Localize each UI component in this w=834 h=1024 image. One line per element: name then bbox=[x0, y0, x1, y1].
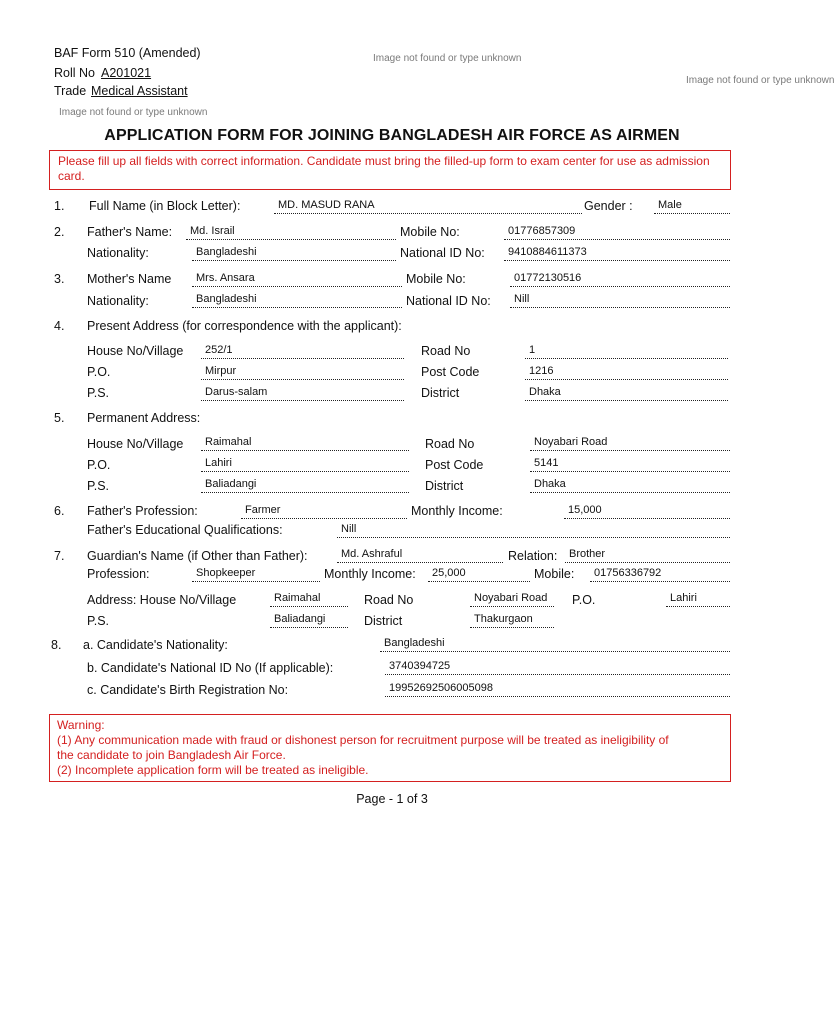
section-5-number: 5. bbox=[54, 411, 65, 425]
page-title: APPLICATION FORM FOR JOINING BANGLADESH AIR FORCE AS AIRMEN bbox=[104, 127, 680, 144]
candidate-nid-label: b. Candidate's National ID No (If applicable): bbox=[87, 661, 334, 675]
section-4-number: 4. bbox=[54, 319, 65, 333]
guardian-ps-label: P.S. bbox=[87, 614, 110, 628]
father-profession-label: Father's Profession: bbox=[87, 504, 198, 518]
instruction-text: Please fill up all fields with correct information. Candidate must bring the filled-up form to exam center for use as admission card. bbox=[58, 154, 710, 183]
mother-nationality-label: Nationality: bbox=[87, 294, 149, 308]
warning-line-1: (1) Any communication made with fraud or dishonest person for recruitment purpose will be treated as ineligibility of bbox=[57, 733, 669, 747]
missing-image-left: Image not found or type unknown bbox=[59, 107, 208, 118]
father-nid-label: National ID No: bbox=[400, 246, 485, 260]
warning-line-3: (2) Incomplete application form will be treated as ineligible. bbox=[57, 763, 369, 777]
full-name-value: MD. MASUD RANA bbox=[274, 198, 582, 214]
relation-label: Relation: bbox=[508, 549, 558, 563]
candidate-birth-reg-label: c. Candidate's Birth Registration No: bbox=[87, 683, 289, 697]
warning-line-2: the candidate to join Bangladesh Air Force. bbox=[57, 748, 286, 762]
warning-title: Warning: bbox=[57, 718, 105, 732]
guardian-income-value: 25,000 bbox=[428, 566, 530, 582]
guardian-district-label: District bbox=[364, 614, 403, 628]
father-name-label: Father's Name: bbox=[87, 225, 173, 239]
mother-nid-label: National ID No: bbox=[406, 294, 491, 308]
section-6-number: 6. bbox=[54, 504, 65, 518]
mother-name-value: Mrs. Ansara bbox=[192, 271, 402, 287]
guardian-district-value: Thakurgaon bbox=[470, 612, 554, 628]
trade-label: Trade bbox=[54, 84, 87, 98]
mother-mobile-label: Mobile No: bbox=[406, 272, 466, 286]
present-address-label: Present Address (for correspondence with the applicant): bbox=[87, 319, 402, 333]
section-1-number: 1. bbox=[54, 199, 65, 213]
missing-image-top: Image not found or type unknown bbox=[373, 53, 522, 64]
relation-value: Brother bbox=[565, 547, 730, 563]
guardian-road-label: Road No bbox=[364, 593, 414, 607]
guardian-road-value: Noyabari Road bbox=[470, 591, 554, 607]
permanent-postcode-value: 5141 bbox=[530, 456, 730, 472]
instruction-box bbox=[49, 150, 731, 190]
permanent-address-label: Permanent Address: bbox=[87, 411, 201, 425]
present-road-value: 1 bbox=[525, 343, 728, 359]
father-nationality-value: Bangladeshi bbox=[192, 245, 396, 261]
permanent-ps-value: Baliadangi bbox=[201, 477, 409, 493]
present-ps-value: Darus-salam bbox=[201, 385, 404, 401]
guardian-name-label: Guardian's Name (if Other than Father): bbox=[87, 549, 308, 563]
guardian-income-label: Monthly Income: bbox=[324, 567, 416, 581]
present-house-value: 252/1 bbox=[201, 343, 404, 359]
guardian-po-value: Lahiri bbox=[666, 591, 730, 607]
missing-image-right: Image not found or type unknown bbox=[686, 75, 834, 86]
section-7-number: 7. bbox=[54, 549, 65, 563]
father-income-label: Monthly Income: bbox=[411, 504, 503, 518]
guardian-po-label: P.O. bbox=[572, 593, 596, 607]
candidate-birth-reg-value: 19952692506005098 bbox=[385, 681, 730, 697]
trade-value: Medical Assistant bbox=[91, 84, 188, 98]
guardian-profession-value: Shopkeeper bbox=[192, 566, 320, 582]
section-8-number: 8. bbox=[51, 638, 62, 652]
form-name: BAF Form 510 (Amended) bbox=[54, 46, 201, 60]
guardian-name-value: Md. Ashraful bbox=[337, 547, 503, 563]
present-postcode-label: Post Code bbox=[421, 365, 480, 379]
section-2-number: 2. bbox=[54, 225, 65, 239]
father-education-value: Nill bbox=[337, 522, 730, 538]
gender-label: Gender : bbox=[584, 199, 633, 213]
present-postcode-value: 1216 bbox=[525, 364, 728, 380]
father-income-value: 15,000 bbox=[564, 503, 730, 519]
permanent-ps-label: P.S. bbox=[87, 479, 110, 493]
permanent-postcode-label: Post Code bbox=[425, 458, 484, 472]
mother-nid-value: Nill bbox=[510, 292, 730, 308]
father-nid-value: 9410884611373 bbox=[504, 245, 730, 261]
permanent-po-label: P.O. bbox=[87, 458, 111, 472]
permanent-house-label: House No/Village bbox=[87, 437, 184, 451]
father-profession-value: Farmer bbox=[241, 503, 407, 519]
present-house-label: House No/Village bbox=[87, 344, 184, 358]
present-district-value: Dhaka bbox=[525, 385, 728, 401]
father-mobile-label: Mobile No: bbox=[400, 225, 460, 239]
permanent-house-value: Raimahal bbox=[201, 435, 409, 451]
roll-label: Roll No bbox=[54, 66, 95, 80]
page-number: Page - 1 of 3 bbox=[356, 792, 428, 806]
candidate-nid-value: 3740394725 bbox=[385, 659, 730, 675]
guardian-address-label: Address: House No/Village bbox=[87, 593, 237, 607]
father-education-label: Father's Educational Qualifications: bbox=[87, 523, 283, 537]
mother-mobile-value: 01772130516 bbox=[510, 271, 730, 287]
guardian-mobile-value: 01756336792 bbox=[590, 566, 730, 582]
guardian-profession-label: Profession: bbox=[87, 567, 150, 581]
mother-name-label: Mother's Name bbox=[87, 272, 172, 286]
father-mobile-value: 01776857309 bbox=[504, 224, 730, 240]
present-po-value: Mirpur bbox=[201, 364, 404, 380]
permanent-district-value: Dhaka bbox=[530, 477, 730, 493]
permanent-road-value: Noyabari Road bbox=[530, 435, 730, 451]
guardian-ps-value: Baliadangi bbox=[270, 612, 348, 628]
present-road-label: Road No bbox=[421, 344, 471, 358]
present-po-label: P.O. bbox=[87, 365, 111, 379]
guardian-mobile-label: Mobile: bbox=[534, 567, 575, 581]
candidate-nationality-value: Bangladeshi bbox=[380, 636, 730, 652]
permanent-district-label: District bbox=[425, 479, 464, 493]
present-ps-label: P.S. bbox=[87, 386, 110, 400]
permanent-po-value: Lahiri bbox=[201, 456, 409, 472]
roll-value: A201021 bbox=[101, 66, 152, 80]
warning-box bbox=[49, 714, 731, 782]
present-district-label: District bbox=[421, 386, 460, 400]
guardian-house-value: Raimahal bbox=[270, 591, 348, 607]
candidate-nationality-label: a. Candidate's Nationality: bbox=[83, 638, 228, 652]
gender-value: Male bbox=[654, 198, 730, 214]
father-name-value: Md. Israil bbox=[186, 224, 396, 240]
father-nationality-label: Nationality: bbox=[87, 246, 149, 260]
permanent-road-label: Road No bbox=[425, 437, 475, 451]
full-name-label: Full Name (in Block Letter): bbox=[89, 199, 241, 213]
mother-nationality-value: Bangladeshi bbox=[192, 292, 402, 308]
section-3-number: 3. bbox=[54, 272, 65, 286]
